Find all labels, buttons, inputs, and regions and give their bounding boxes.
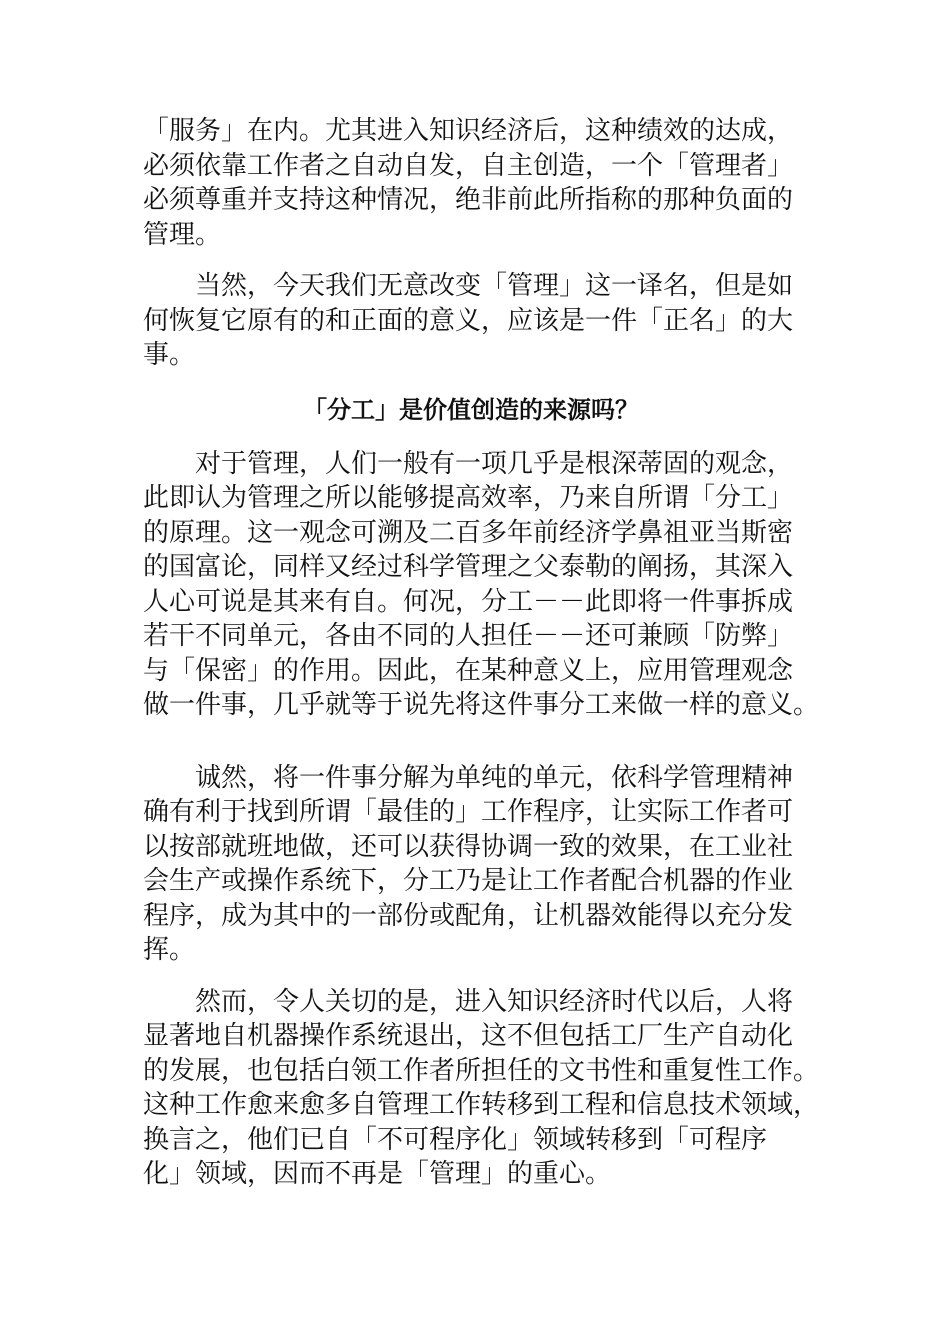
- text-line: 挥。: [143, 935, 196, 965]
- text-line: 与「保密」的作用。因此，在某种意义上，应用管理观念: [143, 655, 794, 686]
- text-line: 会生产或操作系统下，分工乃是让工作者配合机器的作业: [143, 866, 794, 896]
- text-line: 确有利于找到所谓「最佳的」工作程序，让实际工作者可: [143, 797, 794, 827]
- text-line: 何恢复它原有的和正面的意义，应该是一件「正名」的大: [143, 305, 794, 336]
- text-line: 诚然，将一件事分解为单纯的单元，依科学管理精神: [143, 762, 794, 793]
- paragraph-spacer: [143, 723, 803, 761]
- text-line: 的发展，也包括白领工作者所担任的文书性和重复性工作。: [143, 1055, 820, 1086]
- paragraph-spacer: [143, 968, 803, 985]
- text-line: 管理。: [143, 219, 222, 250]
- paragraph-spacer: [143, 373, 803, 393]
- text-line: 程序，成为其中的一部份或配角，让机器效能得以充分发: [143, 900, 794, 931]
- text-line: 事。: [143, 340, 196, 370]
- text-line: 对于管理，人们一般有一项几乎是根深蒂固的观念，: [143, 448, 794, 479]
- text-line: 此即认为管理之所以能够提高效率，乃来自所谓「分工」: [143, 483, 794, 513]
- paragraph-4: [143, 761, 803, 968]
- text-line: 若干不同单元，各由不同的人担任－－还可兼顾「防弊」: [143, 621, 794, 651]
- paragraph-spacer: [143, 252, 803, 269]
- text-line: 当然，今天我们无意改变「管理」这一译名，但是如: [143, 271, 794, 301]
- text-line: 化」领域，因而不再是「管理」的重心。: [143, 1159, 612, 1189]
- text-line: 然而，令人关切的是，进入知识经济时代以后，人将: [143, 986, 794, 1017]
- text-line: 的国富论，同样又经过科学管理之父泰勒的阐扬，其深入: [143, 552, 794, 582]
- text-line: 必须依靠工作者之自动自发，自主创造，一个「管理者」: [143, 150, 794, 181]
- text-line: 换言之，他们已自「不可程序化」领域转移到「可程序: [143, 1124, 768, 1155]
- paragraph-1: [143, 114, 803, 252]
- text-line: 人心可说是其来有自。何况，分工－－此即将一件事拆成: [143, 586, 794, 617]
- paragraph-5: [143, 985, 820, 1192]
- text-line: 以按部就班地做，还可以获得协调一致的效果，在工业社: [143, 831, 794, 862]
- paragraph-spacer: [143, 427, 803, 447]
- text-line: 必须尊重并支持这种情况，绝非前此所指称的那种负面的: [143, 185, 794, 215]
- paragraph-2: [143, 269, 803, 373]
- text-line: 做一件事，几乎就等于说先将这件事分工来做一样的意义。: [143, 690, 820, 720]
- paragraph-3: [143, 447, 820, 723]
- text-line: 的原理。这一观念可溯及二百多年前经济学鼻祖亚当斯密: [143, 517, 794, 548]
- text-line: 「服务」在内。尤其进入知识经济后，这种绩效的达成，: [143, 116, 794, 146]
- text-line: 显著地自机器操作系统退出，这不但包括工厂生产自动化: [143, 1021, 794, 1051]
- document-body: [143, 114, 820, 1192]
- text-line: 这种工作愈来愈多自管理工作转移到工程和信息技术领域，: [143, 1090, 820, 1120]
- section-heading: 「分工」是价值创造的来源吗？: [303, 394, 639, 424]
